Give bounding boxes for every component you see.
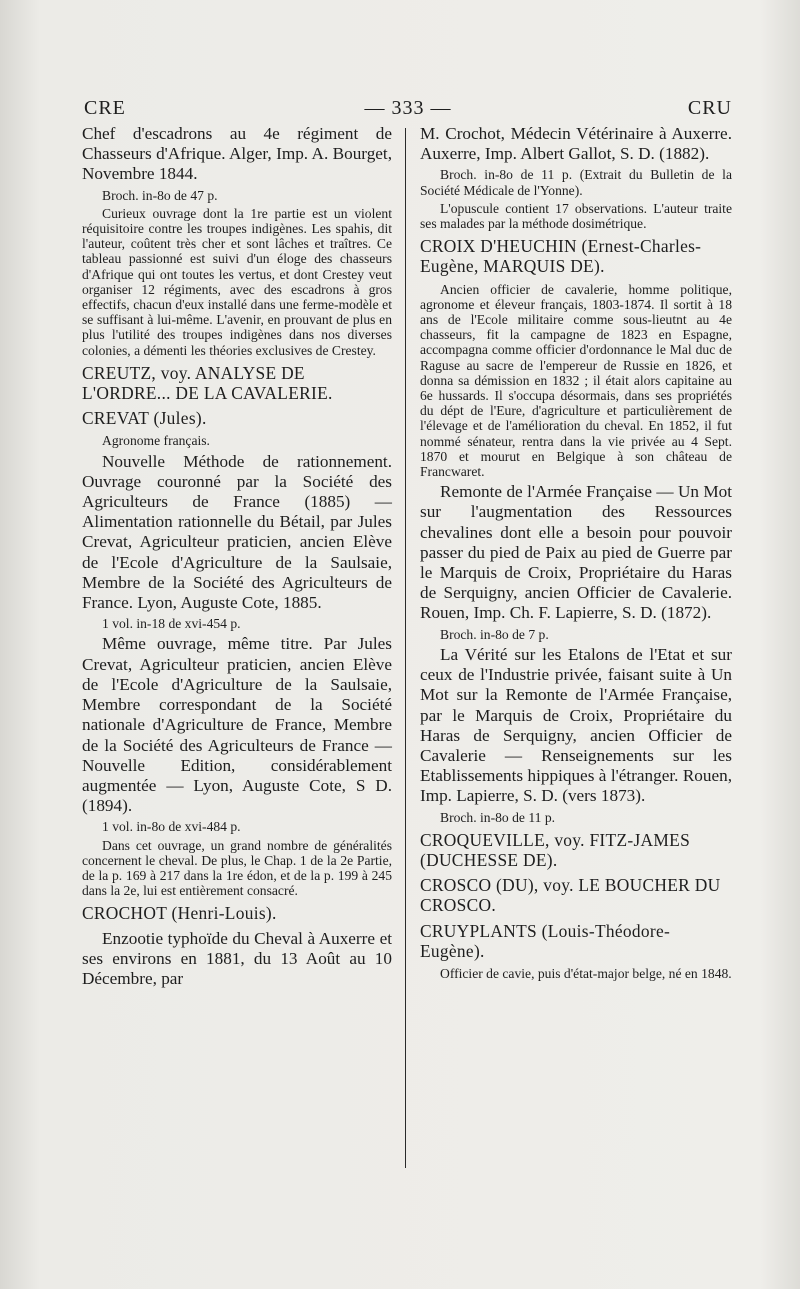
column-divider [405, 128, 406, 1168]
right-column-paragraph: M. Crochot, Médecin Vétérinaire à Auxerre. Auxerre, Imp. Albert Gallot, S. D. (1882). [420, 124, 732, 164]
page-number: — 333 — [364, 97, 452, 119]
left-column-paragraph: CREUTZ, voy. ANALYSE DE L'ORDRE... DE LA CAVALERIE. [82, 362, 333, 404]
left-column-paragraph: Même ouvrage, même titre. Par Jules Crevat, Agriculteur praticien, ancien Elève de l'Ecole d'Agriculture de la Saulsaie, Membre correspondant de la Société nationale d'Agriculture de France, Membre de la Société des Agriculteurs de France — Nouvelle Edition, considérablement augmentée — Lyon, Auguste Cote, S D. (1894). [82, 634, 392, 816]
left-column [82, 124, 392, 992]
right-column-paragraph: Broch. in-8o de 7 p. [440, 626, 549, 642]
right-column-paragraph: Officier de cavie, puis d'état-major belge, né en 1848. [440, 965, 732, 981]
left-column-paragraph: 1 vol. in-18 de xvi-454 p. [102, 616, 241, 632]
right-column [420, 124, 732, 984]
left-column-paragraph: Enzootie typhoïde du Cheval à Auxerre et ses environs en 1881, du 13 Août au 10 Décembre, par [82, 928, 392, 988]
left-column-paragraph: Agronome français. [102, 433, 210, 449]
left-column-paragraph: Dans cet ouvrage, un grand nombre de généralités concernent le cheval. De plus, le Chap. 1 de la 2e Partie, de la p. 169 à 217 dans la 1re édon, et de la p. 199 à 245 dans la 2e, lui est entièrement consacré. [82, 837, 392, 899]
running-head [84, 97, 732, 123]
right-column-paragraph: CROSCO (DU), voy. LE BOUCHER DU CROSCO. [420, 875, 721, 916]
right-column-paragraph: CRUYPLANTS (Louis-Théodore-Eugène). [420, 920, 671, 961]
right-column-paragraph: CROQUEVILLE, voy. FITZ-JAMES (DUCHESSE DE). [420, 829, 691, 870]
left-column-paragraph: Nouvelle Méthode de rationnement. Ouvrage couronné par la Société des Agriculteurs de France (1885) — Alimentation rationnelle du Bétail, par Jules Crevat, Agriculteur praticien, ancien Elève de l'Ecole d'Agriculture de la Saulsaie, Membre de la Société des Agriculteurs de France. Lyon, Auguste Cote, 1885. [82, 451, 392, 613]
left-column-paragraph: Broch. in-8o de 47 p. [102, 187, 218, 203]
right-column-paragraph: La Vérité sur les Etalons de l'Etat et sur ceux de l'Industrie privée, faisant suite à Un Mot sur la Remonte de l'Armée Française, par le Marquis de Croix, Propriétaire du Haras de Serquigny, ancien Officier de Cavalerie — Renseignements sur les Etablissements hippiques à l'étranger. Rouen, Imp. Lapierre, S. D. (vers 1873). [420, 644, 732, 806]
running-head-left: CRE [84, 97, 126, 119]
left-column-paragraph: 1 vol. in-8o de xvi-484 p. [102, 819, 241, 835]
right-column-paragraph: Broch. in-8o de 11 p. [440, 809, 556, 825]
right-column-paragraph: Remonte de l'Armée Française — Un Mot sur l'augmentation des Ressources chevalines dont elle a besoin pour pouvoir passer du pied de Paix au pied de Guerre par le Marquis de Croix, Propriétaire du Haras de Serquigny, ancien Officier de Cavalerie. Rouen, Imp. Ch. F. Lapierre, S. D. (1872). [420, 482, 732, 623]
left-column-paragraph: Chef d'escadrons au 4e régiment de Chasseurs d'Afrique. Alger, Imp. A. Bourget, Novembre 1844. [82, 124, 392, 184]
left-column-paragraph: CREVAT (Jules). [82, 408, 207, 429]
right-column-paragraph: Broch. in-8o de 11 p. (Extrait du Bulletin de la Société Médicale de l'Yonne). [420, 167, 732, 198]
left-column-paragraph: Curieux ouvrage dont la 1re partie est un violent réquisitoire contre les troupes indigènes. Les spahis, dit l'auteur, coûtent très cher et sont lâches et traîtres. Ce tableau passionné est suivi d'un éloge des chasseurs d'Afrique qui ont toutes les vertus, et dont Crestey veut organiser 12 régiments, avec des escadrons à gros effectifs, chacun d'eux installé dans une ferme-modèle et se suffisant à lui-même. L'avenir, en prouvant de plus en plus l'utilité des troupes indigènes dans nos diverses colonies, a démenti les théories exclusives de Crestey. [82, 205, 392, 358]
running-head-right: CRU [687, 97, 732, 119]
right-column-paragraph: Ancien officier de cavalerie, homme politique, agronome et éleveur français, 1803-1874. Il sortit à 18 ans de l'Ecole militaire comme sous-lieutnt au 4e chasseurs, fit la campagne de 1823 en Espagne, accompagna comme officier d'ordonnance le Mal duc de Raguse au sacre de l'empereur de Russie en 1826, et donna sa démission en 1832 ; il était alors capitaine au 6e hussards. Il s'occupa désormais, dans ses propriétés du dépt de l'Eure, d'agriculture et particulièrement de l'élevage et de l'amélioration du cheval. En 1852, il fut nommé sénateur, rentra dans la vie privée au 4 Sept. 1870 et mourut en Belgique à son château de Francwaret. [420, 281, 732, 480]
right-column-paragraph: L'opuscule contient 17 observations. L'auteur traite ses malades par la méthode dosimétrique. [420, 200, 732, 232]
right-column-paragraph: CROIX D'HEUCHIN (Ernest-Charles-Eugène, MARQUIS DE). [420, 236, 702, 277]
left-column-paragraph: CROCHOT (Henri-Louis). [82, 903, 277, 924]
